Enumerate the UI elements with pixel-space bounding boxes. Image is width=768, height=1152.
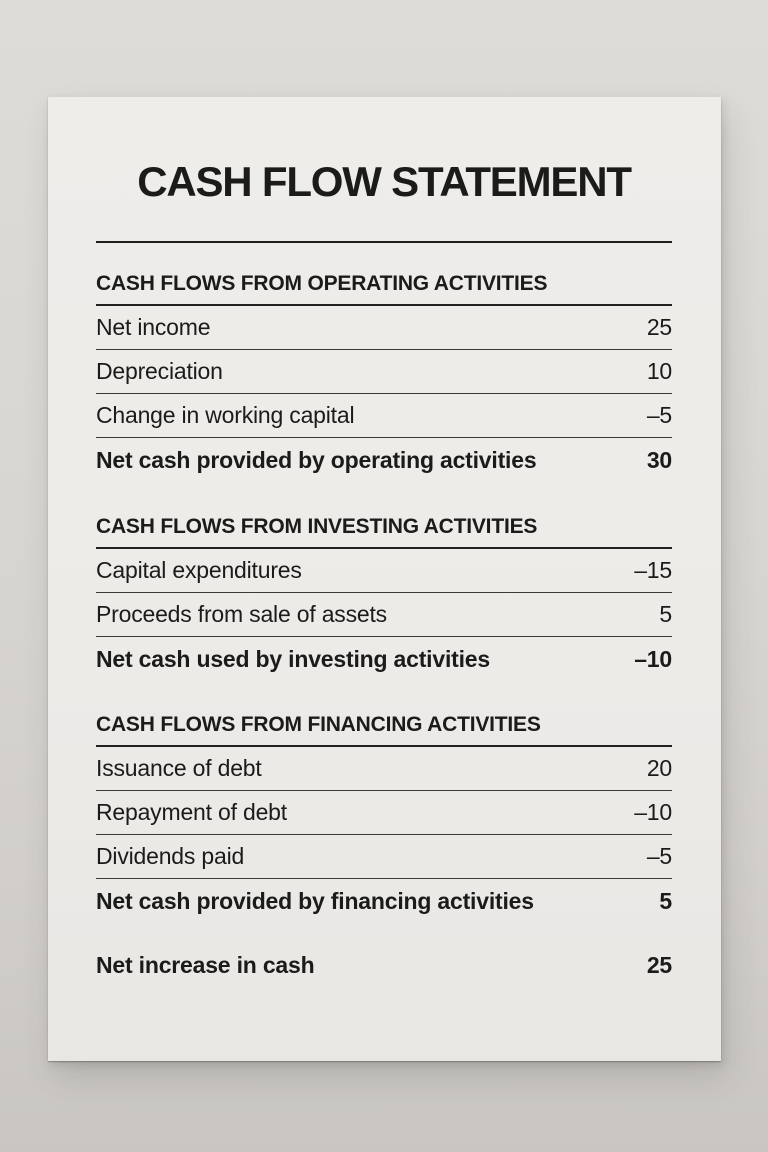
statement-content bbox=[48, 159, 721, 987]
line-item-value: –5 bbox=[646, 843, 672, 869]
section-total-row bbox=[96, 879, 672, 923]
table-row bbox=[96, 350, 672, 394]
grand-total-label: Net increase in cash bbox=[96, 951, 315, 978]
section-header-operating: CASH FLOWS FROM OPERATING ACTIVITIES bbox=[96, 273, 672, 306]
line-item-value: 20 bbox=[646, 755, 672, 781]
line-item-value: –5 bbox=[646, 402, 672, 428]
section-investing bbox=[96, 516, 672, 681]
section-total-value: –10 bbox=[634, 645, 672, 672]
line-item-label: Issuance of debt bbox=[96, 755, 262, 781]
table-row bbox=[96, 306, 672, 350]
line-item-value: 25 bbox=[646, 314, 672, 340]
table-row bbox=[96, 835, 672, 879]
section-total-value: 5 bbox=[659, 887, 672, 914]
section-total-label: Net cash used by investing activities bbox=[96, 645, 490, 672]
section-total-row bbox=[96, 438, 672, 482]
section-total-label: Net cash provided by operating activities bbox=[96, 446, 537, 473]
title-divider bbox=[96, 241, 672, 243]
table-row bbox=[96, 593, 672, 637]
section-header-financing: CASH FLOWS FROM FINANCING ACTIVITIES bbox=[96, 714, 672, 747]
line-item-label: Dividends paid bbox=[96, 843, 245, 869]
section-header-investing: CASH FLOWS FROM INVESTING ACTIVITIES bbox=[96, 516, 672, 549]
table-row bbox=[96, 747, 672, 791]
line-item-value: –10 bbox=[634, 799, 672, 825]
table-row bbox=[96, 394, 672, 438]
section-operating bbox=[96, 273, 672, 482]
table-row bbox=[96, 549, 672, 593]
table-row bbox=[96, 791, 672, 835]
line-item-label: Depreciation bbox=[96, 358, 223, 384]
section-total-row bbox=[96, 637, 672, 681]
section-total-value: 30 bbox=[646, 446, 672, 473]
line-item-label: Net income bbox=[96, 314, 211, 340]
line-item-label: Proceeds from sale of assets bbox=[96, 601, 387, 627]
line-item-value: –15 bbox=[634, 557, 672, 583]
grand-total-row bbox=[96, 943, 672, 987]
line-item-label: Repayment of debt bbox=[96, 799, 287, 825]
statement-paper bbox=[48, 97, 721, 1061]
grand-total-value: 25 bbox=[646, 951, 672, 978]
line-item-label: Change in working capital bbox=[96, 402, 355, 428]
line-item-value: 10 bbox=[646, 358, 672, 384]
page-title: CASH FLOW STATEMENT bbox=[137, 158, 631, 205]
line-item-label: Capital expenditures bbox=[96, 557, 302, 583]
line-item-value: 5 bbox=[659, 601, 672, 627]
section-total-label: Net cash provided by financing activities bbox=[96, 887, 534, 914]
section-financing bbox=[96, 714, 672, 923]
